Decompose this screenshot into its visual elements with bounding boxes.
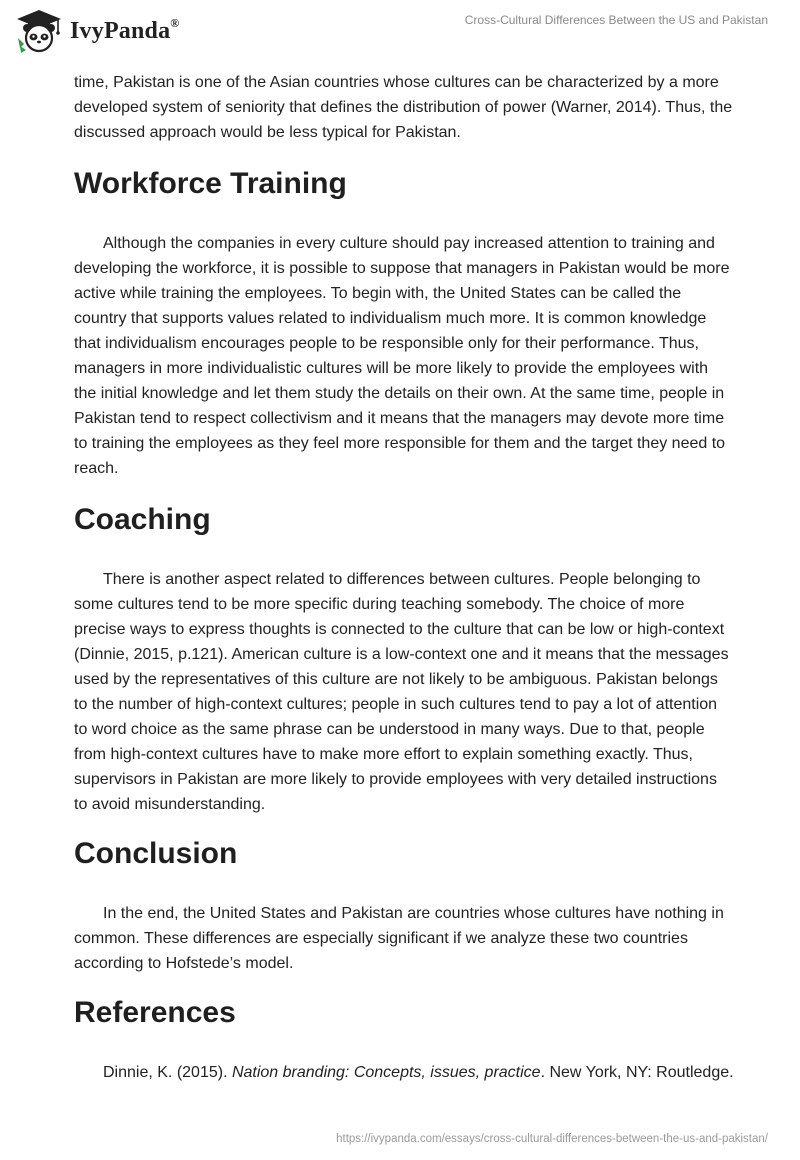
paragraph-conclusion: In the end, the United States and Pakistan are countries whose cultures have nothing in common. These differences are especially significant if we analyze these two countries according to Hofstede’s model. [74, 905, 724, 972]
ivypanda-logo[interactable] [14, 8, 179, 54]
heading-coaching: Coaching [74, 503, 211, 536]
heading-references: References [74, 996, 236, 1029]
brand-name-text: IvyPanda [70, 17, 171, 44]
panda-graduate-icon [14, 8, 64, 54]
essay-content [74, 70, 734, 1085]
paragraph-coaching: There is another aspect related to differences between cultures. People belonging to some cultures tend to be more specific during teaching somebody. The choice of more precise ways to express thoughts is connected to the culture that can be low or high-context (Dinnie, 2015, p.121). American culture is a low-context one and it means that the messages used by the representatives of this culture are not likely to be ambiguous. Pakistan belongs to the number of high-context cultures; people in such cultures tend to pay a lot of attention to word choice as the same phrase can be understood in many ways. Due to that, people from high-context cultures have to make more effort to explain something exactly. Thus, supervisors in Pakistan are more likely to provide employees with very detailed instructions to avoid misunderstanding. [74, 571, 729, 813]
reference-title: Nation branding: Concepts, issues, practice [231, 1064, 541, 1081]
intro-paragraph: time, Pakistan is one of the Asian countries whose cultures can be characterized by a more developed system of seniority that defines the distribution of power (Warner, 2014). Thus, the discussed approach would be less typical for Pakistan. [74, 74, 733, 141]
reference-author: Dinnie, K. (2015). [103, 1064, 232, 1081]
page-header [0, 0, 800, 64]
registered-mark: ® [170, 15, 180, 30]
brand-name [70, 15, 180, 45]
reference-publisher: . New York, NY: Routledge. [540, 1064, 734, 1081]
heading-conclusion: Conclusion [74, 837, 238, 870]
paragraph-workforce-training: Although the companies in every culture should pay increased attention to training and developing the workforce, it is possible to suppose that managers in Pakistan would be more active while training the employees. To begin with, the United States can be called the country that supports values related to individualism much more. It is common knowledge that individualism encourages people to be responsible only for their performance. Thus, managers in more individualistic cultures will be more likely to provide the employees with the initial knowledge and let them study the details on their own. At the same time, people in Pakistan tend to respect collectivism and it means that the managers may devote more time to training the employees as they feel more responsible for them and the target they need to reach. [74, 235, 730, 477]
heading-workforce-training: Workforce Training [74, 167, 347, 200]
document-title: Cross-Cultural Differences Between the US and Pakistan [464, 13, 768, 27]
reference-entry [74, 1060, 734, 1085]
footer-url-link[interactable]: https://ivypanda.com/essays/cross-cultural-differences-between-the-us-and-pakistan/ [336, 1133, 768, 1145]
